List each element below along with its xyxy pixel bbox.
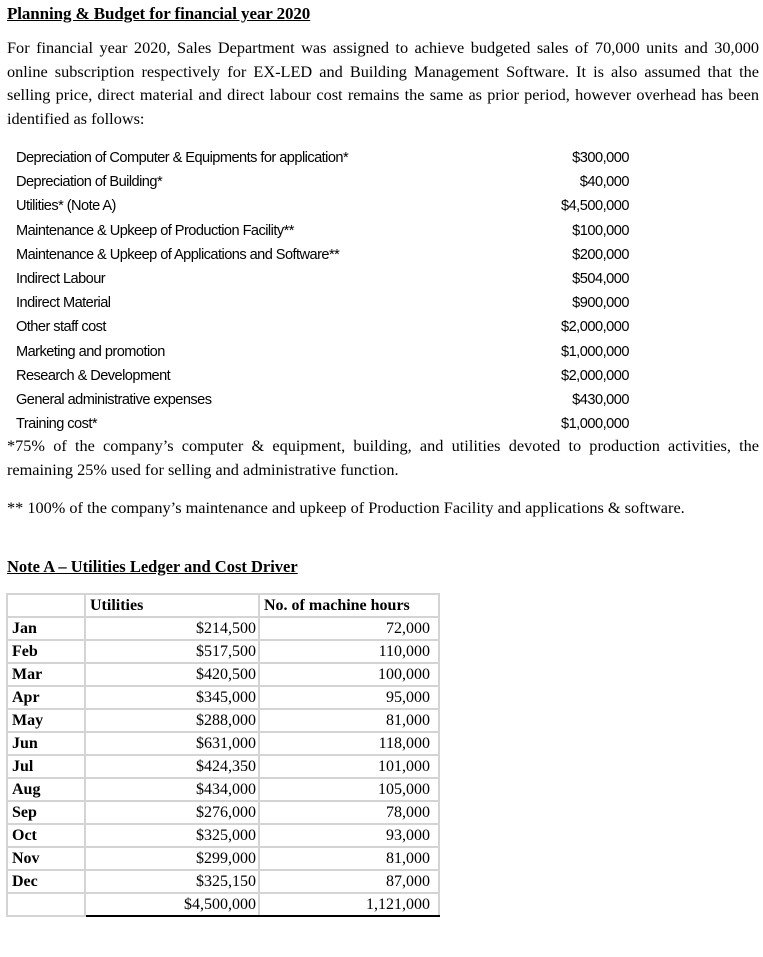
overhead-label: Training cost* bbox=[16, 416, 97, 433]
utilities-cell: $517,500 bbox=[85, 640, 259, 663]
overhead-list bbox=[16, 146, 629, 436]
month-cell: Oct bbox=[7, 824, 85, 847]
overhead-label: Maintenance & Upkeep of Applications and Software** bbox=[16, 246, 340, 263]
table-row bbox=[7, 778, 439, 801]
header-month bbox=[7, 594, 85, 617]
month-cell: Jul bbox=[7, 755, 85, 778]
note-a-title: Note A – Utilities Ledger and Cost Driver bbox=[7, 557, 298, 576]
hours-cell: 105,000 bbox=[259, 778, 439, 801]
utilities-cell: $424,350 bbox=[85, 755, 259, 778]
overhead-label: Maintenance & Upkeep of Production Facility** bbox=[16, 222, 294, 239]
overhead-item bbox=[16, 388, 629, 412]
intro-paragraph: For financial year 2020, Sales Department was assigned to achieve budgeted sales of 70,000 units and 30,000 online subscription respectively for EX-LED and Building Management Software. It is also assumed that the selling price, direct material and direct labour cost remains the same as prior period, however overhead has been identified as follows: bbox=[7, 38, 759, 128]
utilities-cell: $420,500 bbox=[85, 663, 259, 686]
overhead-label: Research & Development bbox=[16, 367, 171, 384]
overhead-item bbox=[16, 364, 629, 388]
table-row bbox=[7, 755, 439, 778]
overhead-label: Depreciation of Computer & Equipments for application* bbox=[16, 150, 349, 166]
overhead-value: $430,000 bbox=[572, 391, 629, 408]
hours-cell: 101,000 bbox=[259, 755, 439, 778]
month-cell: Feb bbox=[7, 640, 85, 663]
table-row bbox=[7, 870, 439, 893]
overhead-value: $2,000,000 bbox=[560, 367, 629, 384]
total-utilities-cell: $4,500,000 bbox=[85, 893, 259, 916]
month-cell: Mar bbox=[7, 663, 85, 686]
hours-cell: 100,000 bbox=[259, 663, 439, 686]
overhead-value: $100,000 bbox=[572, 222, 629, 239]
month-cell: Jun bbox=[7, 732, 85, 755]
overhead-label: Utilities* (Note A) bbox=[16, 198, 116, 215]
overhead-item bbox=[16, 315, 629, 339]
utilities-cell: $631,000 bbox=[85, 732, 259, 755]
overhead-label: General administrative expenses bbox=[16, 391, 212, 408]
document-title: Planning & Budget for financial year 2020 bbox=[7, 4, 311, 23]
overhead-item bbox=[16, 194, 629, 218]
table-row bbox=[7, 709, 439, 732]
overhead-label: Indirect Labour bbox=[16, 270, 106, 287]
total-label-cell bbox=[7, 893, 85, 916]
hours-cell: 118,000 bbox=[259, 732, 439, 755]
hours-cell: 93,000 bbox=[259, 824, 439, 847]
overhead-value: $1,000,000 bbox=[560, 343, 629, 360]
table-row bbox=[7, 847, 439, 870]
overhead-item bbox=[16, 267, 629, 291]
overhead-item bbox=[16, 219, 629, 243]
utilities-table bbox=[6, 593, 440, 917]
overhead-label: Indirect Material bbox=[16, 295, 111, 312]
month-cell: Aug bbox=[7, 778, 85, 801]
table-row bbox=[7, 617, 439, 640]
table-total-row bbox=[7, 893, 439, 916]
overhead-value: $2,000,000 bbox=[560, 319, 629, 336]
overhead-label: Other staff cost bbox=[16, 319, 106, 336]
overhead-value: $4,500,000 bbox=[560, 198, 629, 215]
month-cell: Dec bbox=[7, 870, 85, 893]
footnote-single-star: *75% of the company’s computer & equipment, building, and utilities devoted to production activities, the remaining 25% used for selling and administrative function. bbox=[7, 436, 759, 479]
month-cell: Sep bbox=[7, 801, 85, 824]
month-cell: Apr bbox=[7, 686, 85, 709]
hours-cell: 78,000 bbox=[259, 801, 439, 824]
utilities-cell: $214,500 bbox=[85, 617, 259, 640]
overhead-item bbox=[16, 412, 629, 436]
overhead-value: $1,000,000 bbox=[560, 416, 629, 433]
hours-cell: 87,000 bbox=[259, 870, 439, 893]
overhead-item bbox=[16, 291, 629, 315]
overhead-item bbox=[16, 146, 629, 170]
overhead-label: Marketing and promotion bbox=[16, 343, 165, 360]
utilities-cell: $325,000 bbox=[85, 824, 259, 847]
table-row bbox=[7, 640, 439, 663]
table-row bbox=[7, 801, 439, 824]
table-row bbox=[7, 824, 439, 847]
utilities-cell: $288,000 bbox=[85, 709, 259, 732]
table-header-row bbox=[7, 594, 439, 617]
month-cell: Nov bbox=[7, 847, 85, 870]
utilities-cell: $325,150 bbox=[85, 870, 259, 893]
total-hours-cell: 1,121,000 bbox=[259, 893, 439, 916]
table-row bbox=[7, 686, 439, 709]
hours-cell: 110,000 bbox=[259, 640, 439, 663]
hours-cell: 95,000 bbox=[259, 686, 439, 709]
overhead-item bbox=[16, 243, 629, 267]
hours-cell: 81,000 bbox=[259, 709, 439, 732]
table-row bbox=[7, 663, 439, 686]
overhead-item bbox=[16, 340, 629, 364]
overhead-item bbox=[16, 170, 629, 194]
month-cell: May bbox=[7, 709, 85, 732]
utilities-cell: $276,000 bbox=[85, 801, 259, 824]
utilities-cell: $434,000 bbox=[85, 778, 259, 801]
overhead-label: Depreciation of Building* bbox=[16, 174, 163, 191]
hours-cell: 81,000 bbox=[259, 847, 439, 870]
overhead-value: $300,000 bbox=[572, 150, 629, 166]
overhead-value: $900,000 bbox=[572, 295, 629, 312]
overhead-value: $40,000 bbox=[579, 174, 629, 191]
utilities-cell: $299,000 bbox=[85, 847, 259, 870]
table-row bbox=[7, 732, 439, 755]
header-utilities: Utilities bbox=[85, 594, 259, 617]
hours-cell: 72,000 bbox=[259, 617, 439, 640]
header-machine-hours: No. of machine hours bbox=[259, 594, 439, 617]
footnote-double-star: ** 100% of the company’s maintenance and upkeep of Production Facility and applications & software. bbox=[7, 498, 685, 517]
utilities-cell: $345,000 bbox=[85, 686, 259, 709]
month-cell: Jan bbox=[7, 617, 85, 640]
overhead-value: $504,000 bbox=[572, 270, 629, 287]
overhead-value: $200,000 bbox=[572, 246, 629, 263]
